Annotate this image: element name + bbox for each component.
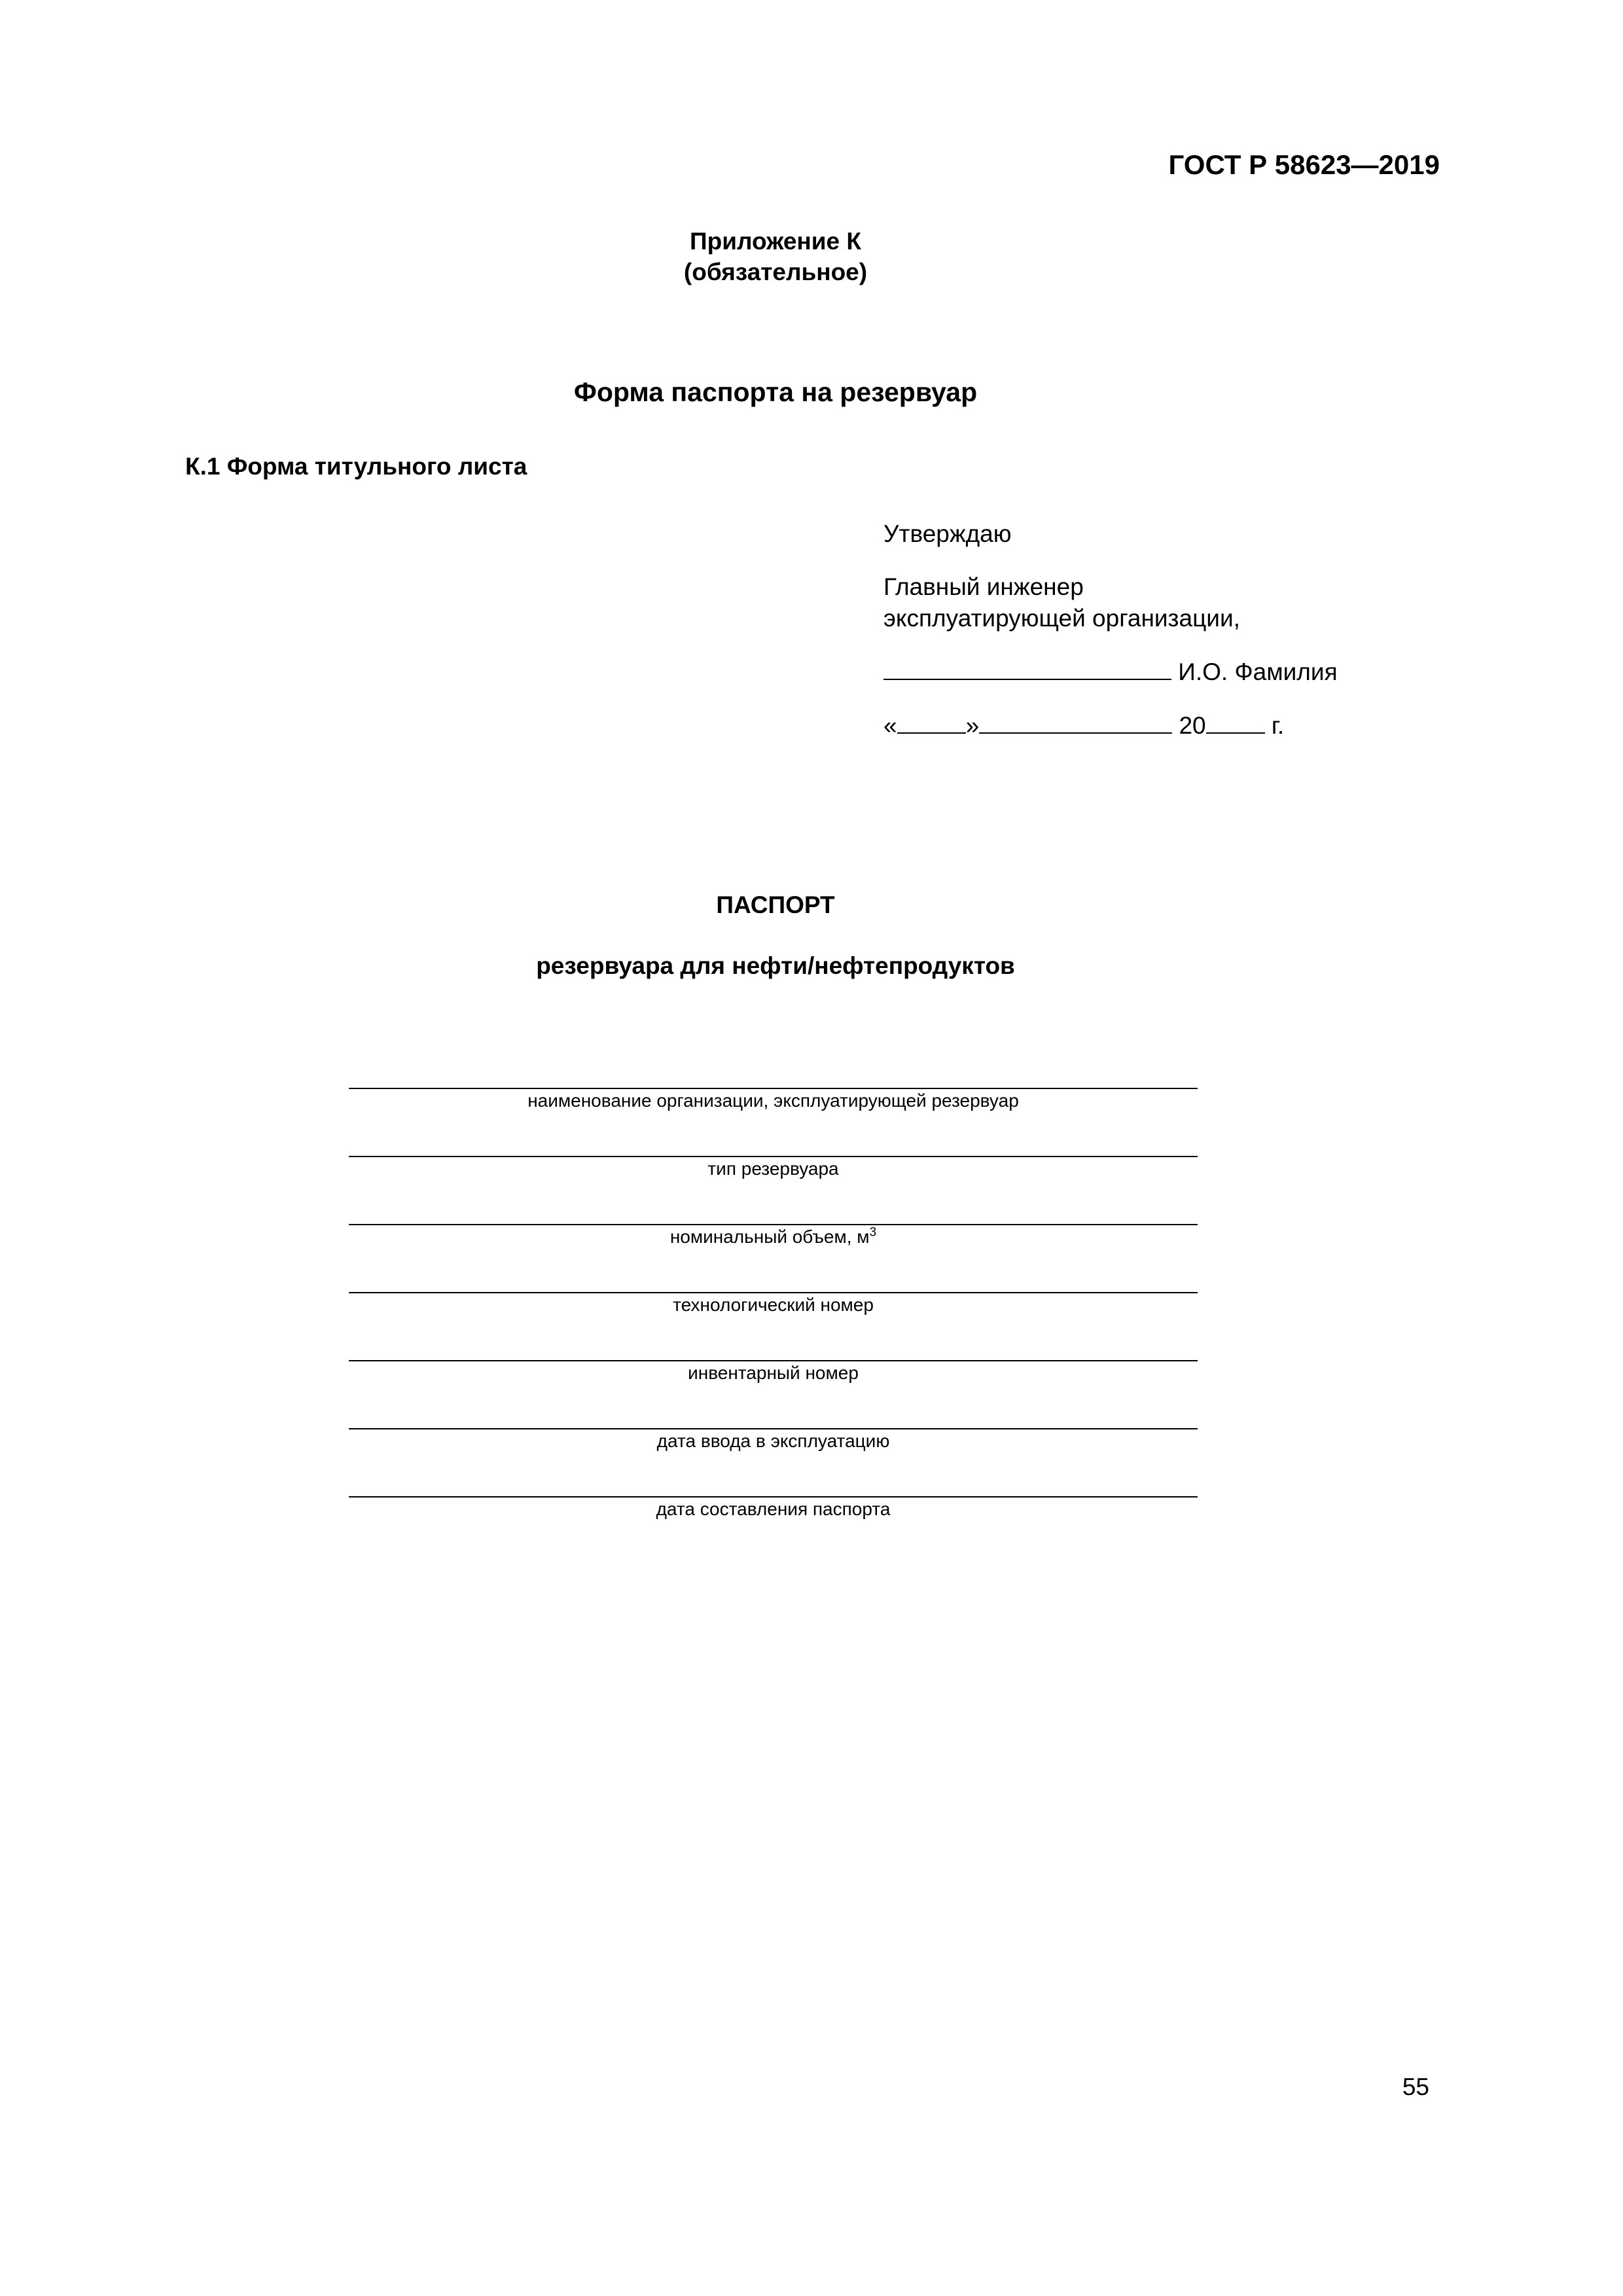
field-caption: номинальный объем, м bbox=[669, 1227, 870, 1247]
signature-row bbox=[883, 656, 1338, 688]
date-year-suffix: г. bbox=[1271, 712, 1285, 739]
date-month-blank[interactable] bbox=[979, 713, 1172, 734]
approve-label: Утверждаю bbox=[883, 520, 1012, 547]
field-line[interactable] bbox=[349, 1156, 1198, 1157]
field-line[interactable] bbox=[349, 1224, 1198, 1225]
field-line[interactable] bbox=[349, 1428, 1198, 1429]
field-line[interactable] bbox=[349, 1088, 1198, 1089]
appendix-heading bbox=[0, 226, 1551, 287]
section-title: К.1 Форма титульного листа bbox=[185, 453, 527, 480]
signature-name: И.О. Фамилия bbox=[1178, 658, 1338, 685]
field-line[interactable] bbox=[349, 1360, 1198, 1361]
field-inventory-number bbox=[349, 1360, 1198, 1384]
field-line[interactable] bbox=[349, 1496, 1198, 1498]
passport-title: ПАСПОРТ bbox=[716, 891, 835, 918]
date-day-blank[interactable] bbox=[897, 713, 966, 734]
field-tank-type bbox=[349, 1156, 1198, 1180]
field-caption-superscript: 3 bbox=[869, 1225, 877, 1240]
position-line-1: Главный инженер bbox=[883, 573, 1084, 600]
position-line-2: эксплуатирующей организации, bbox=[883, 605, 1240, 632]
field-commissioning-date bbox=[349, 1428, 1198, 1452]
field-organization bbox=[349, 1088, 1198, 1112]
field-line[interactable] bbox=[349, 1292, 1198, 1293]
appendix-status: (обязательное) bbox=[683, 259, 868, 285]
field-caption: технологический номер bbox=[673, 1295, 874, 1315]
field-caption: тип резервуара bbox=[707, 1158, 839, 1179]
form-title: Форма паспорта на резервуар bbox=[573, 377, 978, 407]
date-row bbox=[883, 710, 1338, 742]
page-number: 55 bbox=[1402, 2073, 1429, 2100]
document-number: ГОСТ Р 58623—2019 bbox=[1168, 149, 1440, 180]
field-caption: дата ввода в эксплуатацию bbox=[656, 1431, 890, 1451]
field-nominal-volume bbox=[349, 1224, 1198, 1248]
date-year-prefix: 20 bbox=[1179, 712, 1206, 739]
field-caption: наименование организации, эксплуатирующей резервуар bbox=[527, 1090, 1019, 1111]
signature-blank[interactable] bbox=[883, 659, 1171, 680]
date-year-blank[interactable] bbox=[1206, 713, 1265, 734]
field-technological-number bbox=[349, 1292, 1198, 1316]
field-caption-wrapper bbox=[349, 1226, 1198, 1248]
appendix-title: Приложение К bbox=[690, 228, 861, 255]
field-caption: дата составления паспорта bbox=[656, 1499, 891, 1519]
passport-subtitle: резервуара для нефти/нефтепродуктов bbox=[536, 952, 1015, 979]
date-open-quote: « bbox=[883, 712, 897, 739]
approval-block bbox=[883, 518, 1338, 742]
field-passport-date bbox=[349, 1496, 1198, 1520]
date-close-quote: » bbox=[965, 712, 980, 739]
field-caption: инвентарный номер bbox=[688, 1363, 859, 1383]
